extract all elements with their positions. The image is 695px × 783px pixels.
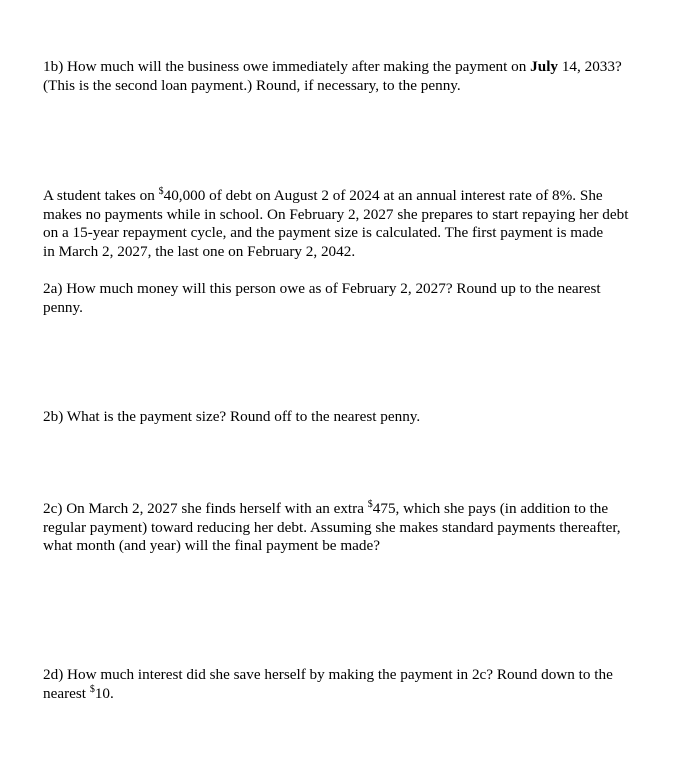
problem-2-intro (43, 187, 673, 261)
question-2c-line-1 (43, 500, 673, 519)
problem-2-intro-rest: 40,000 of debt on August 2 of 2024 at an annual interest rate of 8%. She (163, 187, 603, 204)
problem-2-intro-line-3: on a 15-year repayment cycle, and the payment size is calculated. The first payment is made (43, 224, 604, 242)
question-2a (43, 280, 673, 317)
question-2c-line-3: what month (and year) will the final payment be made? (43, 537, 380, 555)
question-2c-rest: 475, which she pays (in addition to the (372, 500, 609, 517)
problem-2-intro-line-2: makes no payments while in school. On February 2, 2027 she prepares to start repaying her debt (43, 205, 629, 223)
question-1b-text: 1b) How much will the business owe immediately after making the payment on (43, 58, 531, 75)
question-2d-text: nearest (43, 684, 90, 702)
question-2b-line-1: 2b) What is the payment size? Round off to the nearest penny. (43, 408, 421, 425)
question-2a-line-2: penny. (43, 298, 83, 316)
question-2d-line-2 (43, 685, 673, 704)
question-2b (43, 408, 673, 427)
dollar-sign: $ (158, 186, 164, 197)
question-2d-rest: 10. (94, 684, 114, 702)
question-1b-date-rest: 14, 2033? (558, 58, 622, 75)
question-2c (43, 500, 673, 556)
question-1b-line-1 (43, 58, 673, 77)
question-2c-text: 2c) On March 2, 2027 she finds herself with an extra (43, 500, 368, 517)
problem-2-intro-line-4: in March 2, 2027, the last one on February 2, 2042. (43, 242, 356, 260)
question-1b-bold-month: July (530, 58, 559, 75)
question-2d-line-1: 2d) How much interest did she save herself by making the payment in 2c? Round down to the (43, 666, 613, 683)
problem-2-intro-line-1 (43, 187, 673, 206)
question-2d (43, 666, 673, 703)
question-2c-line-2: regular payment) toward reducing her debt. Assuming she makes standard payments thereafter, (43, 518, 621, 536)
question-1b-line-2: (This is the second loan payment.) Round, if necessary, to the penny. (43, 76, 461, 94)
problem-2-intro-text: A student takes on (43, 187, 159, 204)
question-1b (43, 58, 673, 95)
dollar-sign: $ (89, 683, 95, 695)
question-2a-line-1: 2a) How much money will this person owe as of February 2, 2027? Round up to the nearest (43, 280, 601, 297)
dollar-sign: $ (367, 499, 373, 510)
